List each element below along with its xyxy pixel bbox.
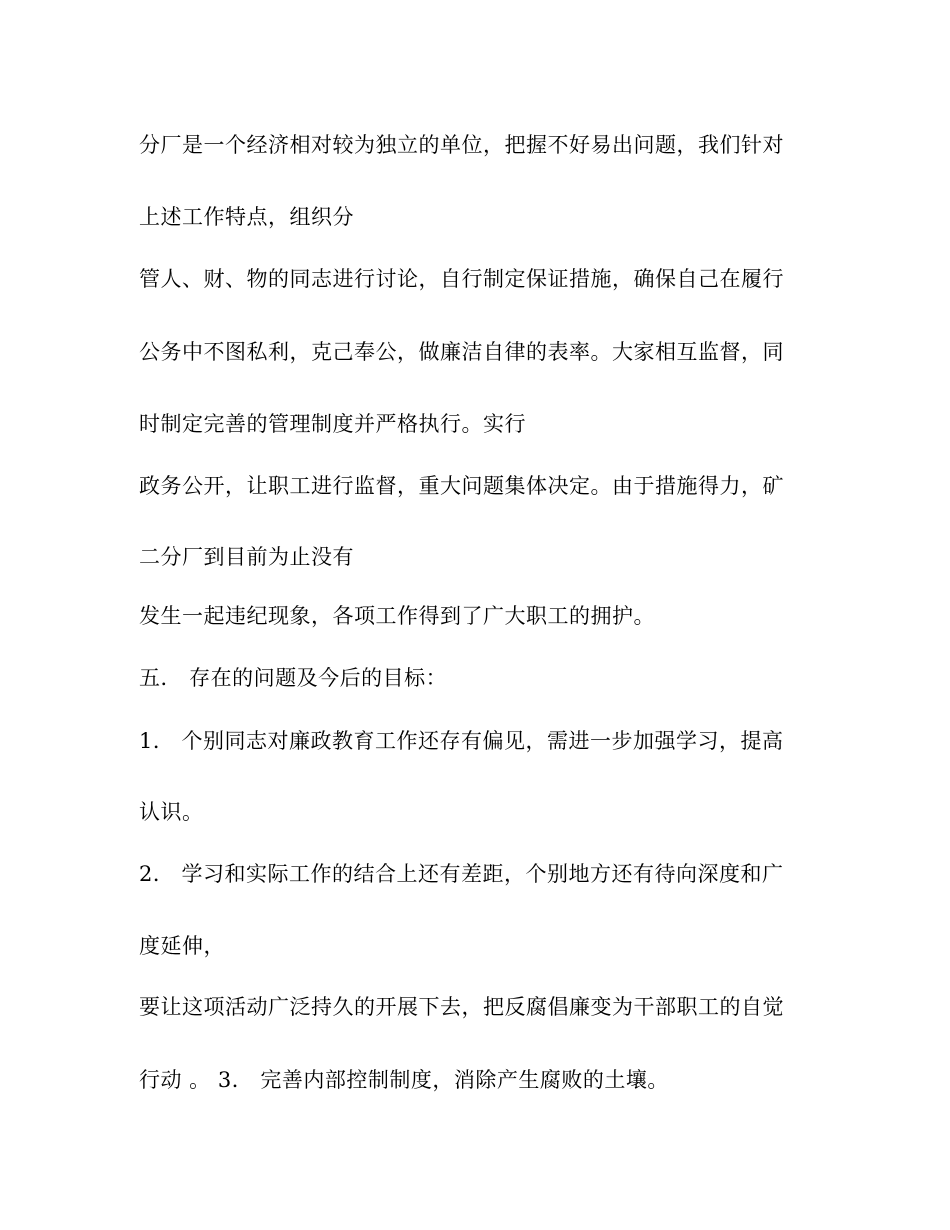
- list-item-continuation: 度延伸，: [139, 934, 225, 958]
- text-line: 管人、财、物的同志进行讨论，自行制定保证措施，确保自己在履行: [139, 267, 784, 291]
- list-item: 2． 学习和实际工作的结合上还有差距，个别地方还有待向深度和广: [139, 862, 784, 886]
- list-item-continuation: 认识。: [139, 800, 204, 824]
- list-item: 1． 个别同志对廉政教育工作还存有偏见，需进一步加强学习，提高: [139, 729, 784, 753]
- text-line: 分厂是一个经济相对较为独立的单位，把握不好易出问题，我们针对: [139, 133, 784, 157]
- text-line: 上述工作特点，组织分: [139, 205, 354, 229]
- text-line: 时制定完善的管理制度并严格执行。实行: [139, 412, 526, 436]
- text-line: 公务中不图私利，克己奉公，做廉洁自律的表率。大家相互监督，同: [139, 340, 784, 364]
- text-line: 行动 。 3． 完善内部控制制度，消除产生腐败的土壤。: [139, 1068, 669, 1092]
- section-heading: 五． 存在的问题及今后的目标：: [139, 666, 448, 690]
- text-line: 要让这项活动广泛持久的开展下去，把反腐倡廉变为干部职工的自觉: [139, 995, 784, 1019]
- text-line: 政务公开，让职工进行监督，重大问题集体决定。由于措施得力，矿: [139, 474, 784, 498]
- text-line: 发生一起违纪现象，各项工作得到了广大职工的拥护。: [139, 604, 655, 628]
- text-line: 二分厂到目前为止没有: [139, 545, 354, 569]
